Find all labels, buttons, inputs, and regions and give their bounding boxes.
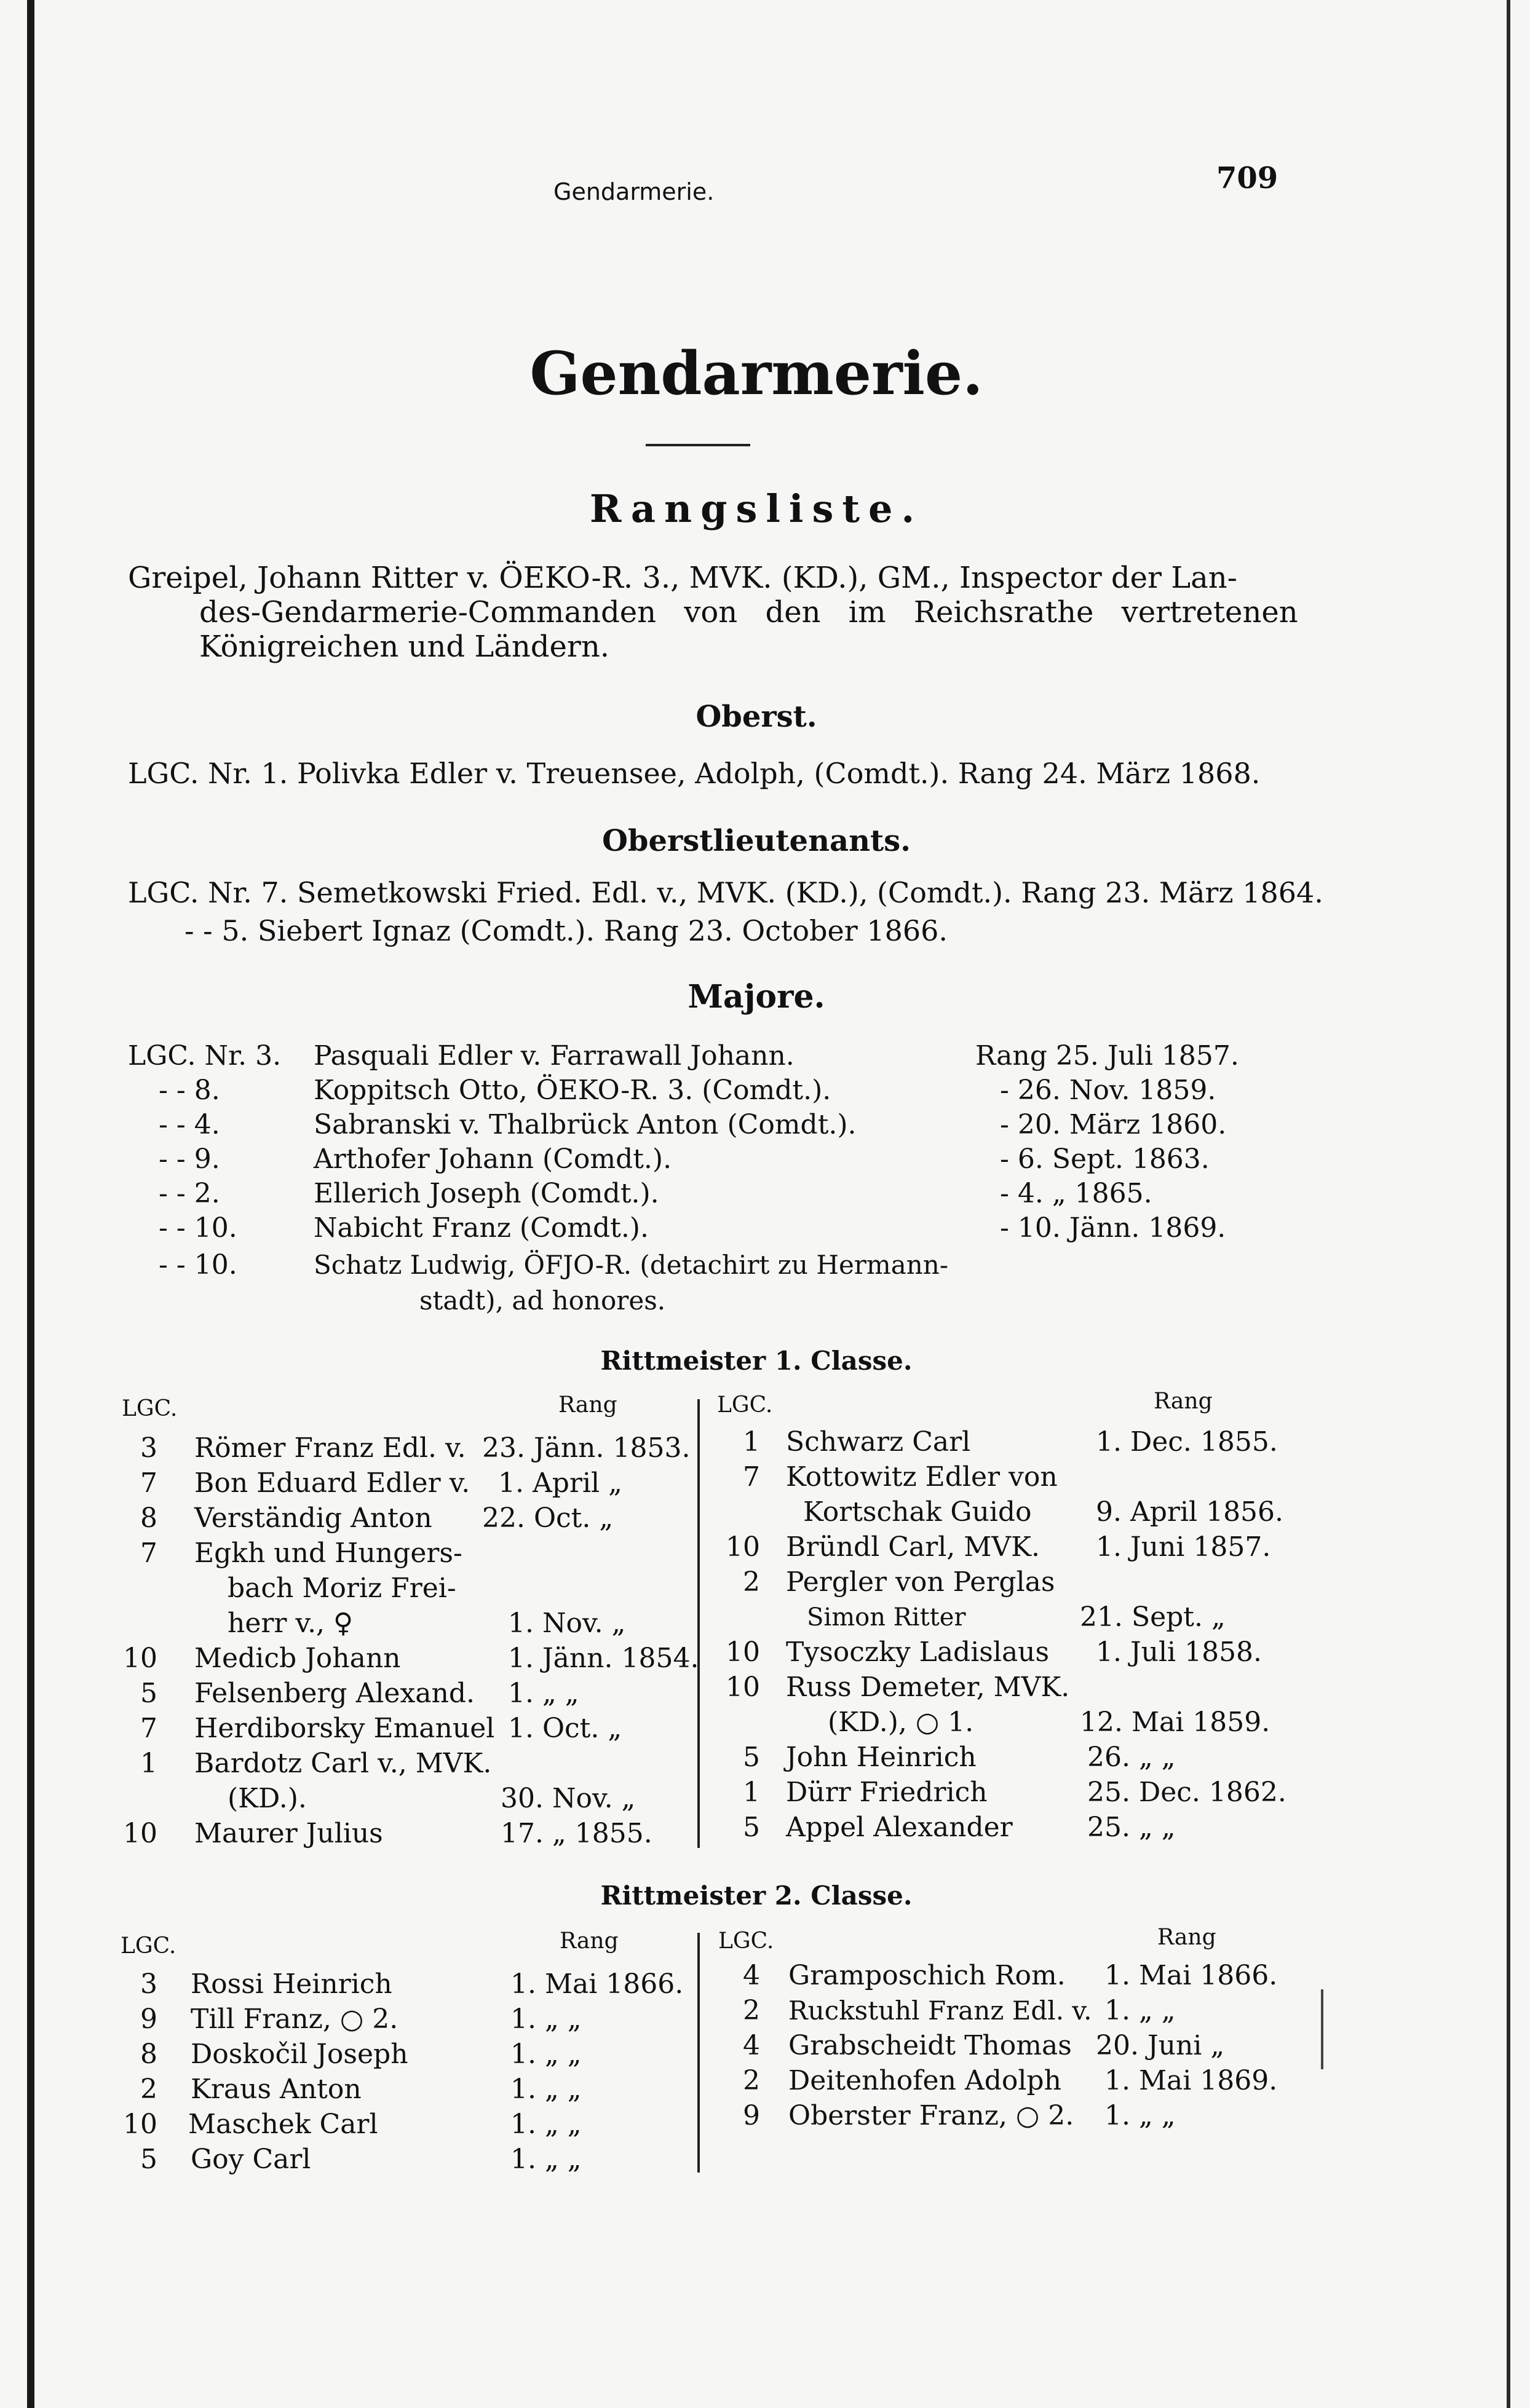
majore-rank: - 20. März 1860. <box>1000 1109 1227 1140</box>
row-rang: 1. „ „ <box>510 2039 582 2070</box>
col-lgc-header: LGC. <box>121 1933 176 1959</box>
row-name: Maschek Carl <box>188 2109 378 2140</box>
row-lgc: 8 <box>140 1502 157 1534</box>
majore-prefix: - - 4. <box>159 1109 220 1140</box>
majore-name: Pasquali Edler v. Farrawall Johann. <box>314 1040 795 1072</box>
row-name: Ruckstuhl Franz Edl. v. <box>788 1995 1092 2026</box>
page-number: 709 <box>1216 161 1278 195</box>
majore-prefix: LGC. Nr. 3. <box>128 1040 282 1072</box>
row-rang: 1. „ „ <box>508 1678 579 1709</box>
row-name: Medicb Johann <box>194 1643 401 1674</box>
row-rang: 1. Jänn. 1854. <box>508 1643 699 1674</box>
row-rang: 1. „ „ <box>1104 2100 1176 2131</box>
majore-rank: - 26. Nov. 1859. <box>1000 1075 1216 1106</box>
intro-line-2: des-Gendarmerie-Commanden von den im Reichsrathe vertretenen <box>199 595 1298 630</box>
row-name: Deitenhofen Adolph <box>788 2065 1061 2096</box>
row-name: Verständig Anton <box>194 1502 432 1534</box>
row-name: Bründl Carl, MVK. <box>786 1531 1040 1563</box>
row-name: Russ Demeter, MVK. <box>786 1672 1070 1703</box>
row-rang: 1. „ „ <box>1104 1995 1176 2026</box>
row-name: Doskočil Joseph <box>191 2039 408 2070</box>
oberstlieutenants-heading: Oberstlieutenants. <box>602 824 911 858</box>
page-right-edge <box>1507 0 1510 2408</box>
row-lgc: 3 <box>140 1432 157 1464</box>
row-lgc: 5 <box>743 1812 760 1843</box>
row-lgc: 1 <box>743 1426 760 1458</box>
col-lgc-header: LGC. <box>122 1396 178 1421</box>
row-lgc: 4 <box>743 1960 760 1991</box>
title-rule <box>646 444 750 446</box>
row-rang: 25. „ „ <box>1087 1812 1176 1843</box>
row-name: Gramposchich Rom. <box>788 1960 1066 1991</box>
row-lgc: 7 <box>140 1467 157 1499</box>
row-rang: 23. Jänn. 1853. <box>482 1432 691 1464</box>
majore-name: Koppitsch Otto, ÖEKO-R. 3. (Comdt.). <box>314 1075 831 1106</box>
rittmeister2-heading: Rittmeister 2. Classe. <box>600 1881 913 1911</box>
row-rang: 1. Mai 1866. <box>510 1968 684 2000</box>
row-lgc: 2 <box>743 1995 760 2026</box>
row-rang: 12. Mai 1859. <box>1080 1707 1270 1738</box>
row-name: bach Moriz Frei- <box>228 1573 456 1604</box>
row-lgc: 7 <box>743 1461 760 1493</box>
row-lgc: 5 <box>140 2144 157 2175</box>
row-name: Tysoczky Ladislaus <box>786 1636 1050 1668</box>
oberst-heading: Oberst. <box>696 700 817 734</box>
row-lgc: 10 <box>726 1531 760 1563</box>
row-rang: 30. Nov. „ <box>501 1783 636 1814</box>
row-rang: 22. Oct. „ <box>482 1502 614 1534</box>
column-divider <box>697 1933 700 2173</box>
row-name: Till Franz, ○ 2. <box>191 2003 398 2035</box>
row-name: Schwarz Carl <box>786 1426 971 1458</box>
row-rang: 1. Oct. „ <box>508 1713 622 1744</box>
row-rang: 1. Mai 1869. <box>1104 2065 1278 2096</box>
col-rang-header: Rang <box>560 1928 619 1954</box>
row-rang: 17. „ 1855. <box>501 1818 652 1849</box>
row-name: Rossi Heinrich <box>191 1968 392 2000</box>
majore-name: Ellerich Joseph (Comdt.). <box>314 1178 659 1209</box>
col-rang-header: Rang <box>1157 1925 1216 1950</box>
row-lgc: 10 <box>726 1636 760 1668</box>
book-spine-edge <box>27 0 34 2408</box>
row-rang: 25. Dec. 1862. <box>1087 1777 1286 1808</box>
row-lgc: 9 <box>140 2003 157 2035</box>
row-name: Egkh und Hungers- <box>194 1538 462 1569</box>
row-name: John Heinrich <box>786 1742 977 1773</box>
oberstlieutenant-line: LGC. Nr. 7. Semetkowski Fried. Edl. v., MVK. (KD.), (Comdt.). Rang 23. März 1864. <box>128 876 1323 909</box>
majore-rank: Rang 25. Juli 1857. <box>975 1040 1239 1072</box>
row-rang: 1. Dec. 1855. <box>1096 1426 1278 1458</box>
row-lgc: 10 <box>123 2109 157 2140</box>
oberst-line: LGC. Nr. 1. Polivka Edler v. Treuensee, Adolph, (Comdt.). Rang 24. März 1868. <box>128 757 1261 790</box>
row-rang: 26. „ „ <box>1087 1742 1176 1773</box>
majore-rank: - 10. Jänn. 1869. <box>1000 1212 1226 1244</box>
row-name: Römer Franz Edl. v. <box>194 1432 466 1464</box>
row-rang: 1. „ „ <box>510 2003 582 2035</box>
row-rang: 20. Juni „ <box>1096 2030 1225 2061</box>
row-name: Maurer Julius <box>194 1818 383 1849</box>
row-name: (KD.). <box>228 1783 307 1814</box>
majore-prefix: - - 10. <box>159 1212 237 1244</box>
row-name: Bardotz Carl v., MVK. <box>194 1748 492 1779</box>
row-rang: 1. „ „ <box>510 2074 582 2105</box>
oberstlieutenant-line: - - 5. Siebert Ignaz (Comdt.). Rang 23. October 1866. <box>184 914 948 947</box>
row-lgc: 5 <box>140 1678 157 1709</box>
row-rang: 1. Nov. „ <box>508 1608 626 1639</box>
row-lgc: 8 <box>140 2039 157 2070</box>
row-name: Bon Eduard Edler v. <box>194 1467 470 1499</box>
majore-rank: - 6. Sept. 1863. <box>1000 1143 1210 1175</box>
row-name: Grabscheidt Thomas <box>788 2030 1072 2061</box>
row-lgc: 1 <box>140 1748 157 1779</box>
col-lgc-header: LGC. <box>717 1392 773 1418</box>
row-lgc: 10 <box>726 1672 760 1703</box>
row-lgc: 3 <box>140 1968 157 2000</box>
majore-heading: Majore. <box>688 978 825 1016</box>
intro-line-3: Königreichen und Ländern. <box>199 630 610 664</box>
row-rang: 1. „ „ <box>510 2144 582 2175</box>
row-rang: 1. Mai 1866. <box>1104 1960 1278 1991</box>
row-name: Simon Ritter <box>807 1603 966 1632</box>
row-name: herr v., ♀ <box>228 1608 354 1639</box>
col-lgc-header: LGC. <box>718 1928 774 1954</box>
margin-mark <box>1321 1989 1323 2069</box>
row-name: (KD.), ○ 1. <box>828 1707 974 1738</box>
row-name: Herdiborsky Emanuel <box>194 1713 495 1744</box>
majore-name: Sabranski v. Thalbrück Anton (Comdt.). <box>314 1109 857 1140</box>
rittmeister1-heading: Rittmeister 1. Classe. <box>600 1346 913 1376</box>
row-name: Kortschak Guido <box>803 1496 1032 1528</box>
row-rang: 1. Juli 1858. <box>1096 1636 1262 1668</box>
row-lgc: 7 <box>140 1713 157 1744</box>
row-name: Kraus Anton <box>191 2074 362 2105</box>
row-rang: 9. April 1856. <box>1096 1496 1284 1528</box>
row-lgc: 2 <box>743 2065 760 2096</box>
row-lgc: 1 <box>743 1777 760 1808</box>
row-lgc: 2 <box>140 2074 157 2105</box>
row-lgc: 4 <box>743 2030 760 2061</box>
row-name: Kottowitz Edler von <box>786 1461 1058 1493</box>
row-lgc: 10 <box>123 1818 157 1849</box>
majore-prefix: - - 9. <box>159 1143 220 1175</box>
majore-prefix: - - 10. <box>159 1249 237 1281</box>
column-divider <box>697 1399 700 1848</box>
majore-prefix: - - 2. <box>159 1178 220 1209</box>
row-name: Oberster Franz, ○ 2. <box>788 2100 1074 2131</box>
col-rang-header: Rang <box>558 1392 617 1418</box>
majore-name: Nabicht Franz (Comdt.). <box>314 1212 649 1244</box>
row-lgc: 9 <box>743 2100 760 2131</box>
majore-name: Schatz Ludwig, ÖFJO-R. (detachirt zu Hermann- <box>314 1250 949 1280</box>
subtitle: Rangsliste. <box>589 486 924 531</box>
row-lgc: 7 <box>140 1538 157 1569</box>
col-rang-header: Rang <box>1154 1389 1213 1414</box>
row-name: Dürr Friedrich <box>786 1777 988 1808</box>
running-title: Gendarmerie. <box>553 178 715 205</box>
page-title: Gendarmerie. <box>529 339 983 408</box>
majore-name: Arthofer Johann (Comdt.). <box>314 1143 672 1175</box>
intro-line-1: Greipel, Johann Ritter v. ÖEKO-R. 3., MVK. (KD.), GM., Inspector der Lan- <box>128 561 1237 595</box>
majore-name: stadt), ad honores. <box>419 1285 666 1316</box>
row-name: Appel Alexander <box>786 1812 1013 1843</box>
row-name: Pergler von Perglas <box>786 1566 1055 1598</box>
row-name: Goy Carl <box>191 2144 311 2175</box>
row-rang: 21. Sept. „ <box>1080 1601 1226 1633</box>
row-rang: 1. „ „ <box>510 2109 582 2140</box>
row-rang: 1. April „ <box>498 1467 622 1499</box>
row-name: Felsenberg Alexand. <box>194 1678 475 1709</box>
row-lgc: 10 <box>123 1643 157 1674</box>
row-lgc: 2 <box>743 1566 760 1598</box>
row-rang: 1. Juni 1857. <box>1096 1531 1271 1563</box>
row-lgc: 5 <box>743 1742 760 1773</box>
majore-prefix: - - 8. <box>159 1075 220 1106</box>
majore-rank: - 4. „ 1865. <box>1000 1178 1152 1209</box>
